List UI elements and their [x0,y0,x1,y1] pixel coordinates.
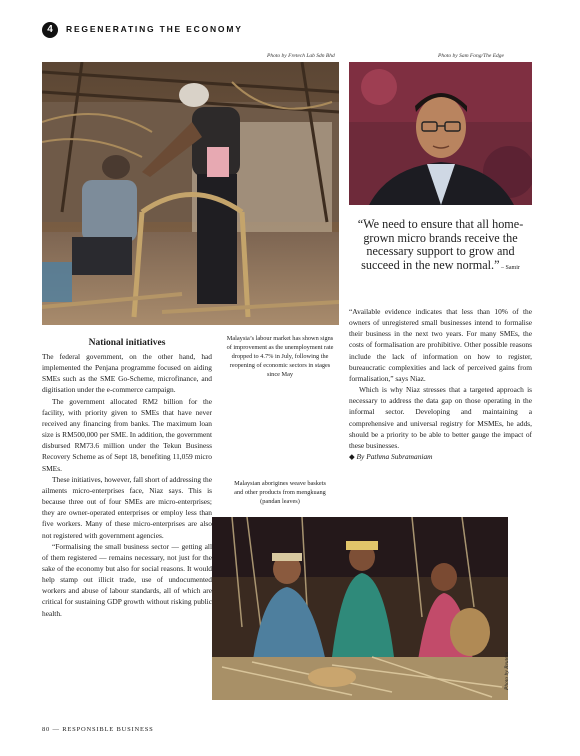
rattan-workshop-photo [42,62,339,325]
byline-diamond-icon: ◆ [349,452,355,462]
portrait-photo [349,62,532,205]
photo-credit-right: Photo by Sam Fong/The Edge [438,53,504,59]
byline: By Pathma Subramaniam [356,452,433,462]
section-title: REGENERATING THE ECONOMY [66,24,243,34]
page-footer: 80 — RESPONSIBLE BUSINESS [42,726,154,733]
left-paragraph: The government allocated RM2 billion for the facility, with priority given to SMEs that have never received any financing from banks. The maximum loan size is RM500,000 per SME. In addition, the government disbursed RM73.6 million under the Tekun Business Recovery Scheme as of Sept 18, benefiting 11,059 micro SMEs. [42,396,212,473]
weavers-photo [212,517,508,700]
article-subhead: National initiatives [88,338,166,348]
left-paragraph: “Formalising the small business sector — getting all of them registered — remains necessary, not just for the sake of the economy but also for social reasons. It would help stamp out illicit trade, use of undocumented workers and abuse of labour standards, all of which are critical for sustaining GDP growth without risking public health. [42,541,212,618]
right-column [349,306,532,462]
left-paragraph: These initiatives, however, fall short of addressing the ailments micro-enterprises face, Niaz says. This is because three out of four SMEs are micro-enterprises; they are owner-operated enterprises or employ less than five workers. Many of these micro-enterprises are also not registered with government agencies. [42,474,212,540]
left-paragraph: The federal government, on the other hand, had implemented the Penjana programme focused on aiding SMEs such as the SME Go-Scheme, microfinance, and digitisation under the e-commerce campaign. [42,352,212,395]
pull-quote-attribution: – Samir [499,264,520,271]
pull-quote-text: “We need to ensure that all home-grown micro brands receive the necessary support to grow and succeed in the new normal.” [357,217,524,272]
photo-credit-left: Photo by Fretech Lab Sdn Bhd [267,53,335,59]
photo-credit-bottom: Photo by Reuters [504,652,510,690]
pull-quote [349,218,532,275]
right-paragraph: Which is why Niaz stresses that a targeted approach is necessary to address the data gap on those operating in the informal sector. Developing and maintaining a comprehensive and universal registry for MSMEs, he adds, should be a priority to be able to better gauge the impact of these businesses. [349,385,532,450]
page-number-badge: 4 [42,22,58,38]
left-column [42,351,212,619]
weaving-caption: Malaysian aborigines weave baskets and other products from mengkuang (pandan leaves) [234,480,326,505]
right-paragraph: “Available evidence indicates that less than 10% of the owners of unregistered small businesses intend to formalise their business in the next two years. For many SMEs, the costs of formalisation are prohibitive. Other possible reasons include the lack of information on how to register, bureaucratic complexities and lack of perceived gains from formalisation,” says Niaz. [349,307,532,383]
labour-market-caption: Malaysia’s labour market has shown signs of improvement as the unemployment rate dropped to 4.7% in July, following the reopening of economic sectors in stages since May [226,335,334,378]
